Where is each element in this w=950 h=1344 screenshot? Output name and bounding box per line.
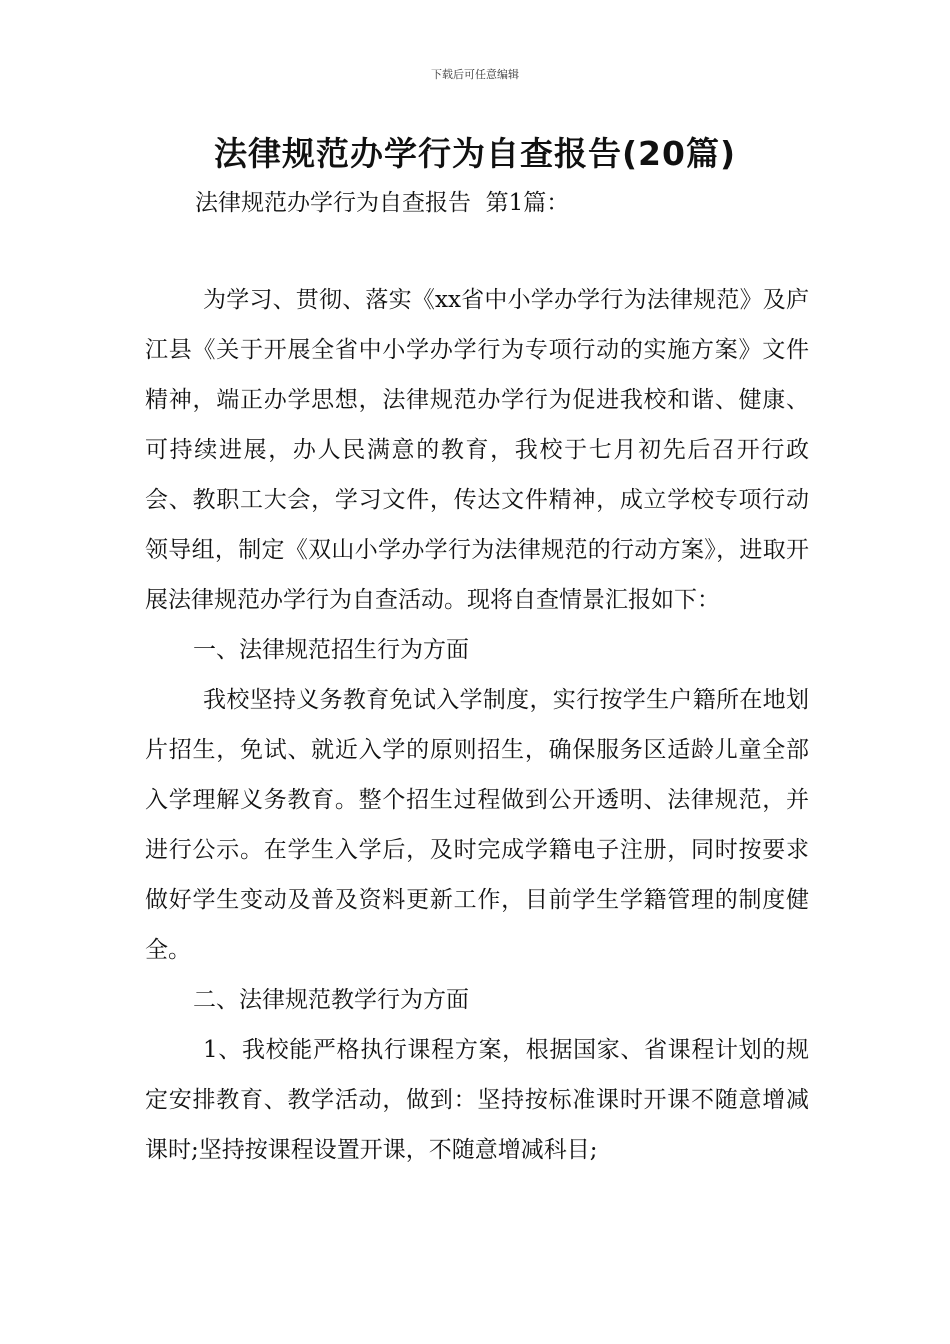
section-subtitle: 法律规范办学行为自查报告 第1篇： — [195, 190, 570, 216]
section-heading-teaching: 二、法律规范教学行为方面 — [193, 987, 469, 1013]
paragraph-teaching: 1、我校能严格执行课程方案，根据国家、省课程计划的规定安排教育、教学活动，做到：坚持按标准课时开课不随意增减课时;坚持按课程设置开课，不随意增减科目; — [145, 1037, 809, 1163]
header-note: 下载后可任意编辑 — [431, 68, 519, 81]
document-body — [145, 275, 809, 1175]
paragraph-intro: 为学习、贯彻、落实《xx省中小学办学行为法律规范》及庐江县《关于开展全省中小学办学行为专项行动的实施方案》文件精神，端正办学思想，法律规范办学行为促进我校和谐、健康、可持续进展，办人民满意的教育，我校于七月初先后召开行政会、教职工大会，学习文件，传达文件精神，成立学校专项行动领导组，制定《双山小学办学行为法律规范的行动方案》，进取开展法律规范办学行为自查活动。现将自查情景汇报如下： — [145, 287, 809, 613]
paragraph-enrollment: 我校坚持义务教育免试入学制度，实行按学生户籍所在地划片招生，免试、就近入学的原则招生，确保服务区适龄儿童全部入学理解义务教育。整个招生过程做到公开透明、法律规范，并进行公示。在学生入学后，及时完成学籍电子注册，同时按要求做好学生变动及普及资料更新工作，目前学生学籍管理的制度健全。 — [145, 687, 809, 963]
section-heading-enrollment: 一、法律规范招生行为方面 — [193, 637, 469, 663]
document-title: 法律规范办学行为自查报告(20篇) — [213, 134, 737, 173]
